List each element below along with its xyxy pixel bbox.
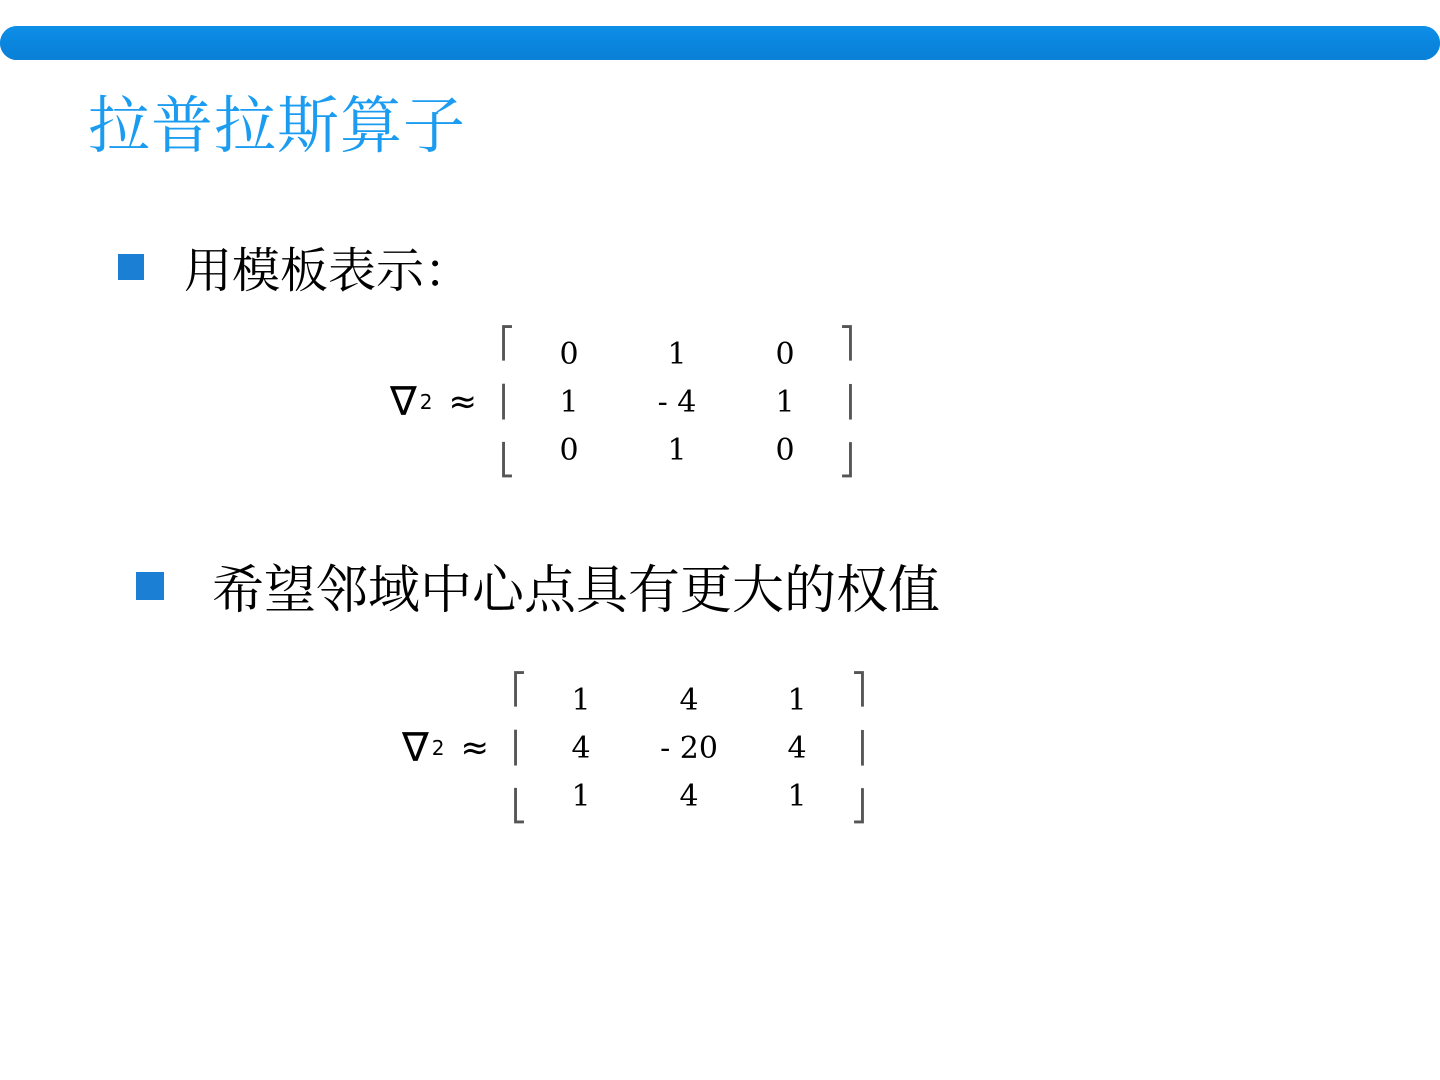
matrix-cell: 0 — [559, 336, 579, 372]
bullet-label-1: 用模板表示： — [184, 243, 473, 299]
bracket-left-icon: ⎡ ⎢ ⎣ — [499, 326, 515, 478]
bracket-right-icon: ⎤ ⎥ ⎦ — [839, 326, 855, 478]
matrix-cell: 4 — [679, 682, 699, 718]
nabla-exponent: 2 — [431, 736, 445, 760]
matrix-3x3-basic — [499, 326, 855, 478]
slide-top-bar-fill — [0, 26, 1440, 60]
square-bullet-icon — [118, 254, 144, 280]
bracket-right-icon: ⎤ ⎥ ⎦ — [851, 672, 867, 824]
matrix-cell: 4 — [787, 730, 807, 766]
matrix-cells-basic — [515, 330, 839, 474]
bullet-item-2 — [136, 548, 940, 623]
approx-symbol: ≈ — [448, 382, 477, 422]
matrix-cell: 4 — [571, 730, 591, 766]
matrix-cell: 1 — [667, 432, 687, 468]
bullet-item-1 — [118, 232, 472, 301]
equation-laplacian-basic — [390, 326, 855, 478]
matrix-cell: - 4 — [657, 384, 697, 420]
slide-top-bar — [0, 26, 1440, 60]
matrix-cell: 1 — [559, 384, 579, 420]
matrix-cell: 1 — [787, 778, 807, 814]
nabla-symbol: ∇ — [390, 379, 417, 425]
nabla-symbol: ∇ — [402, 725, 429, 771]
equation-laplacian-weighted — [402, 672, 867, 824]
square-bullet-icon — [136, 572, 164, 600]
bracket-left-icon: ⎡ ⎢ ⎣ — [511, 672, 527, 824]
matrix-cell: 4 — [679, 778, 699, 814]
bullet-label-2: 希望邻域中心点具有更大的权值 — [212, 561, 941, 621]
matrix-cells-weighted — [527, 676, 851, 820]
matrix-cell: 1 — [571, 682, 591, 718]
matrix-cell: 0 — [775, 336, 795, 372]
page-title: 拉普拉斯算子 — [88, 89, 467, 162]
matrix-cell: 0 — [775, 432, 795, 468]
approx-symbol: ≈ — [460, 728, 489, 768]
matrix-cell: 1 — [775, 384, 795, 420]
matrix-cell: 1 — [667, 336, 687, 372]
matrix-3x3-weighted — [511, 672, 867, 824]
matrix-cell: 1 — [787, 682, 807, 718]
matrix-cell: 0 — [559, 432, 579, 468]
matrix-cell: - 20 — [660, 730, 718, 766]
nabla-exponent: 2 — [419, 390, 433, 414]
matrix-cell: 1 — [571, 778, 591, 814]
